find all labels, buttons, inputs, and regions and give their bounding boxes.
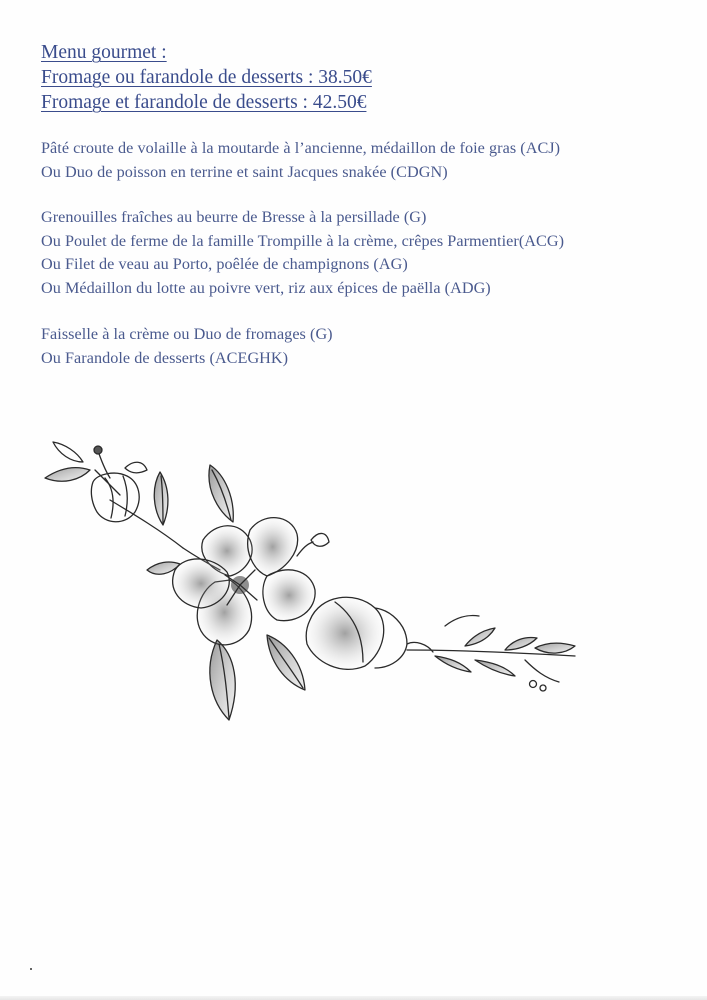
scan-speck bbox=[30, 968, 32, 970]
menu-item: Ou Médaillon du lotte au poivre vert, riz aux épices de paëlla (ADG) bbox=[41, 278, 491, 297]
page-bottom-edge bbox=[0, 996, 707, 1000]
starters-section bbox=[41, 137, 560, 184]
cheese-dessert-section bbox=[41, 323, 333, 370]
menu-item: Faisselle à la crème ou Duo de fromages (G) bbox=[41, 325, 333, 343]
menu-header bbox=[41, 40, 372, 115]
menu-item: Ou Filet de veau au Porto, poêlée de champignons (AG) bbox=[41, 255, 408, 273]
price-option-cheese-and-desserts: Fromage et farandole de desserts : 42.50€ bbox=[41, 92, 367, 113]
menu-item: Ou Poulet de ferme de la famille Trompille à la crème, crêpes Parmentier(ACG) bbox=[41, 231, 565, 250]
menu-item: Ou Farandole de desserts (ACEGHK) bbox=[41, 348, 289, 367]
menu-item: Grenouilles fraîches au beurre de Bresse à la persillade (G) bbox=[41, 208, 427, 226]
price-option-cheese-or-desserts: Fromage ou farandole de desserts : 38.50€ bbox=[41, 67, 372, 88]
menu-item: Ou Duo de poisson en terrine et saint Jacques snakée (CDGN) bbox=[41, 162, 448, 181]
mains-section bbox=[41, 206, 564, 300]
floral-sketch-icon bbox=[35, 430, 585, 740]
menu-item: Pâté croute de volaille à la moutarde à l’ancienne, médaillon de foie gras (ACJ) bbox=[41, 139, 561, 157]
menu-title: Menu gourmet : bbox=[41, 42, 167, 63]
